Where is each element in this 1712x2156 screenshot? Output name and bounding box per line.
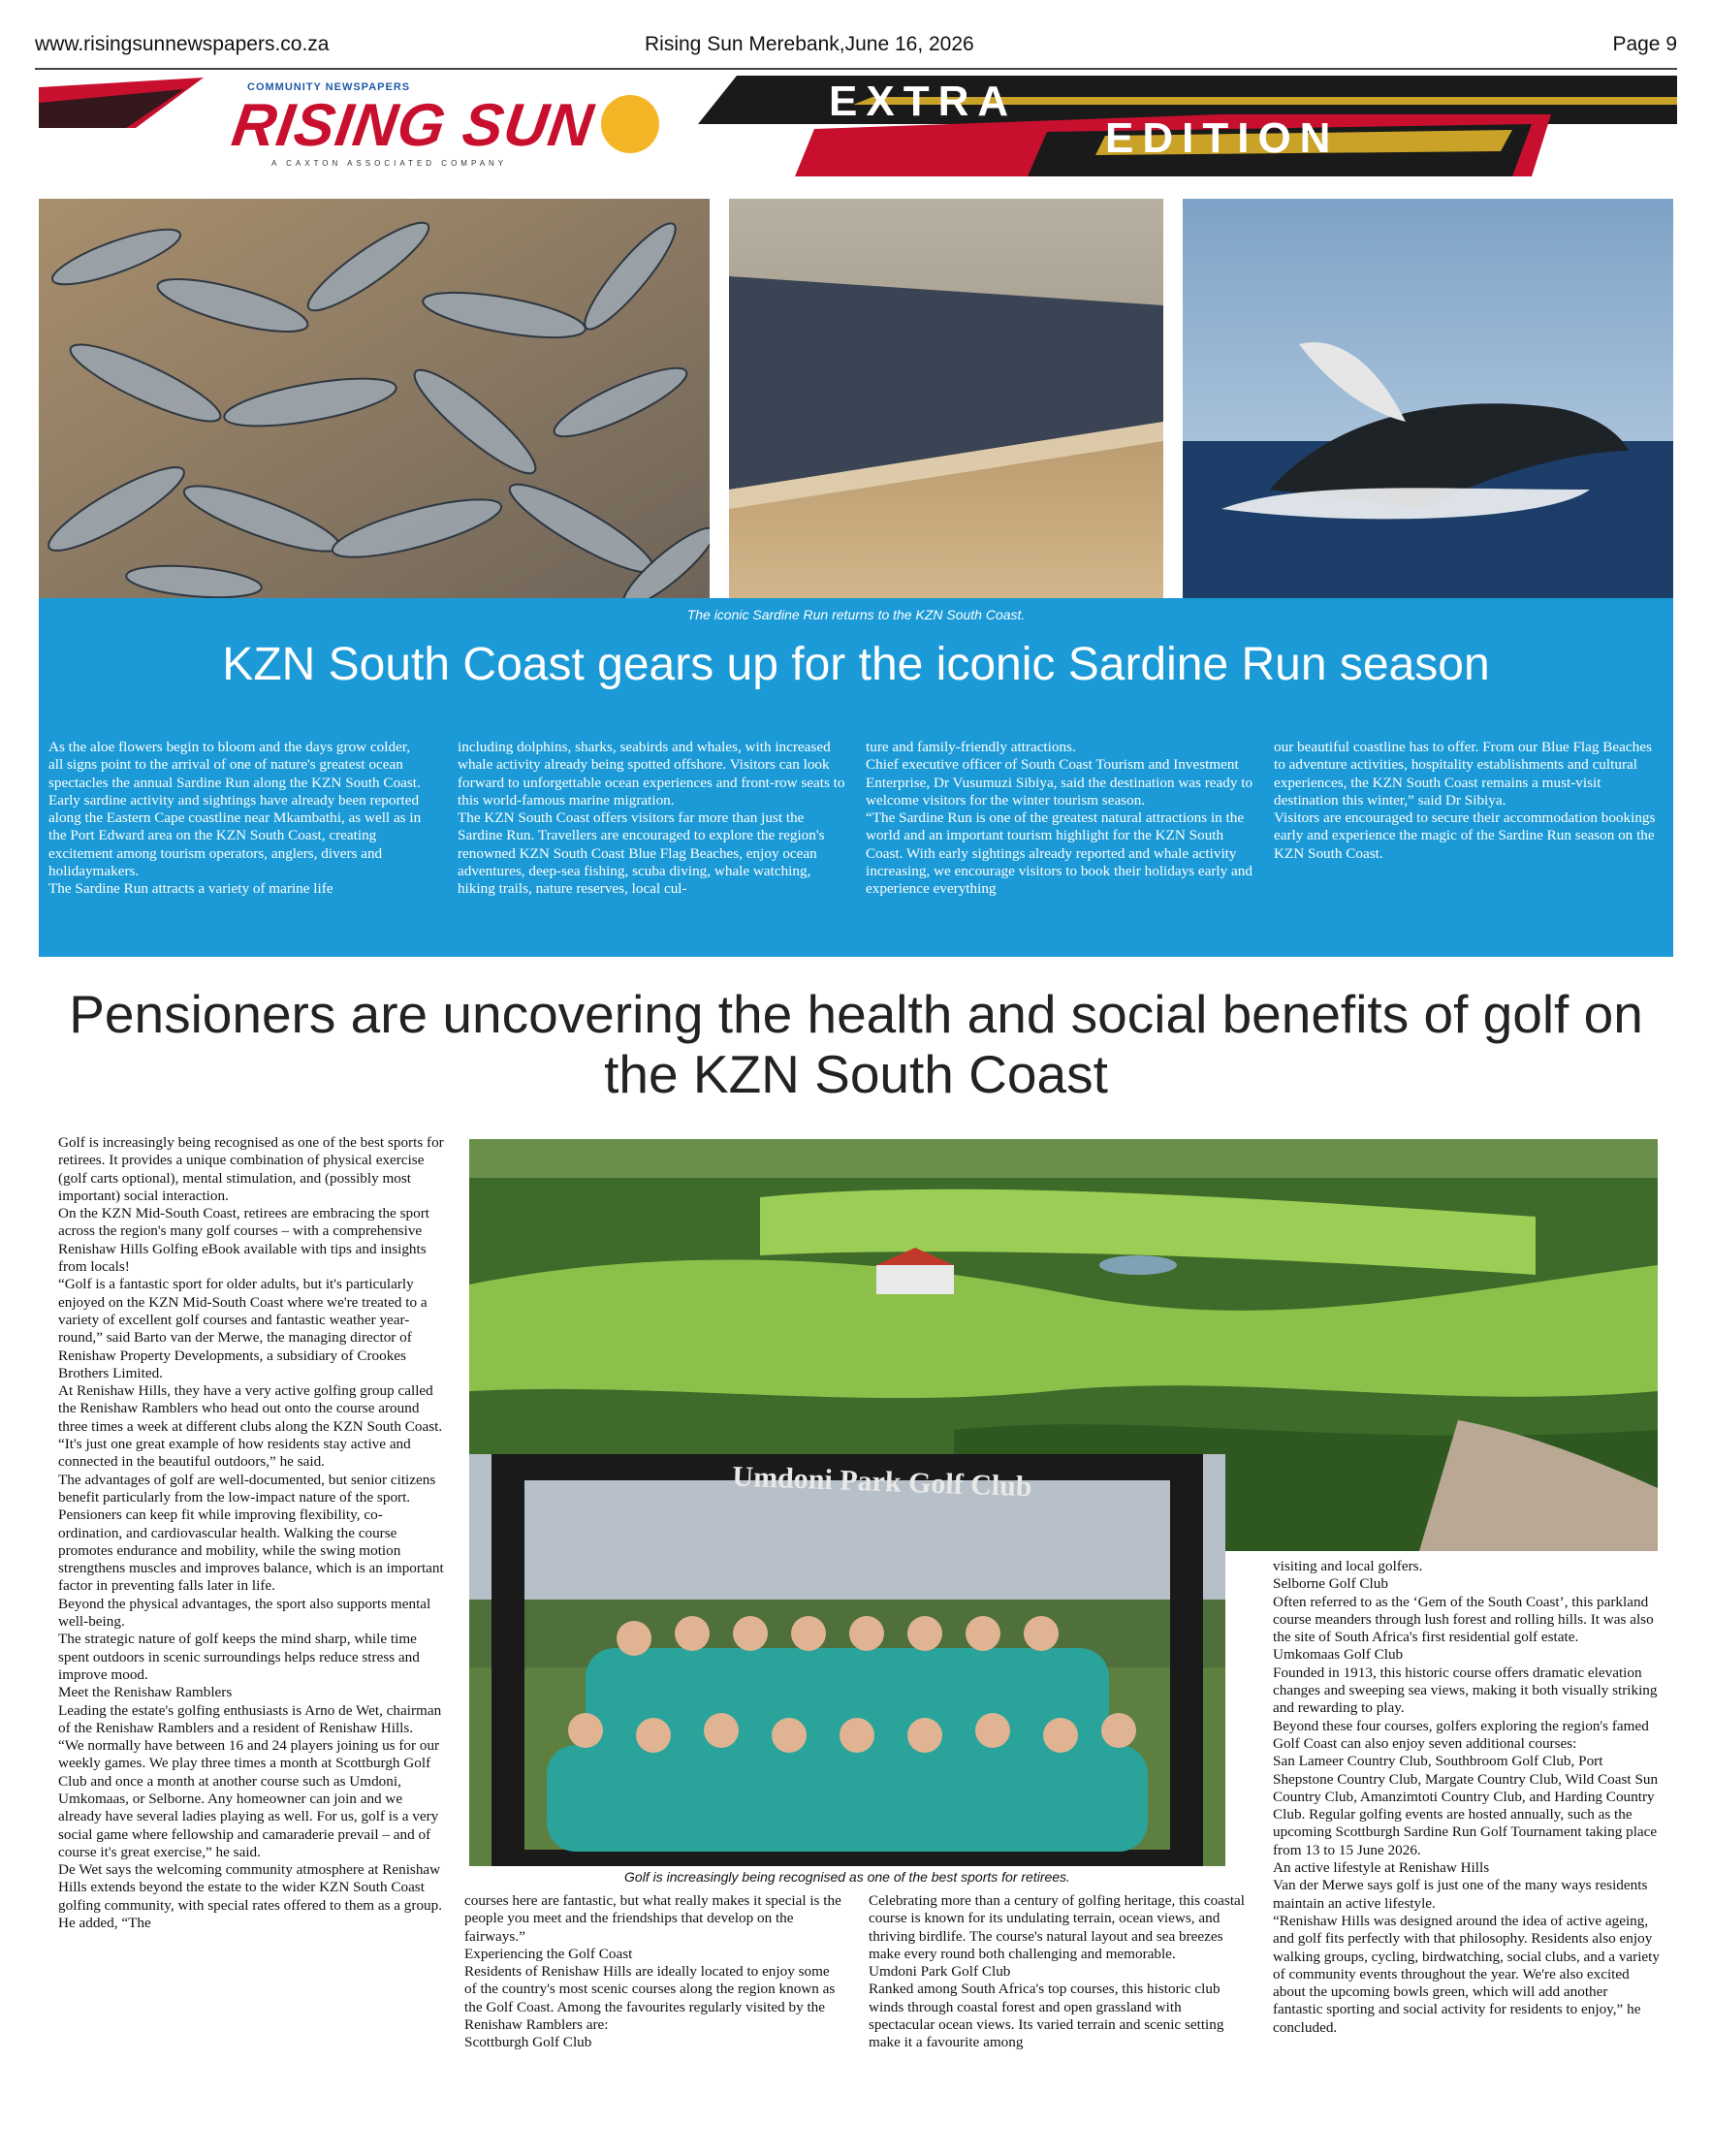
paragraph: “It's just one great example of how residents stay active and connected in the beautiful outdoors,” he said. xyxy=(58,1436,411,1471)
paragraph: Golf is increasingly being recognised as one of the best sports for retirees. It provides a unique combination of physical exercise (golf carts optional), mental stimulation, and (possibly most important) social interaction. xyxy=(58,1134,444,1204)
issue-date: Rising Sun Merebank,June 16, 2026 xyxy=(645,33,974,55)
paragraph: Founded in 1913, this historic course offers dramatic elevation changes and sweeping sea views, making it both visually striking and rewarding to play. xyxy=(1273,1664,1658,1717)
paragraph: “The Sardine Run is one of the greatest natural attractions in the world and an important tourism highlight for the KZN South Coast. With early sightings already reported and whale activity increasing, we encourage visitors to book their holidays early and experience everything xyxy=(866,809,1252,898)
subheading: Experiencing the Golf Coast xyxy=(464,1945,633,1962)
paragraph: Early sardine activity and sightings have already been reported along the Eastern Cape coastline near Mkambathi, as well as in the Port Edward area on the KZN South Coast, creating excitement among tourism operators, anglers, divers and holidaymakers. xyxy=(48,791,422,880)
paragraph: San Lameer Country Club, Southbroom Golf Club, Port Shepstone Country Club, Margate Country Club, Wild Coast Sun Country Club, Amanzimtoti Country Club, and Harding Country Club. Regular golfing events are hosted annually, such as the upcoming Scottburgh Sardine Run Golf Tournament taking place from 13 to 15 June 2026. xyxy=(1273,1753,1659,1858)
subheading: Umdoni Park Golf Club xyxy=(869,1963,1011,1981)
logo-company-text: A CAXTON ASSOCIATED COMPANY xyxy=(271,159,508,168)
paragraph: visiting and local golfers. xyxy=(1273,1558,1423,1574)
golf-headline: Pensioners are uncovering the health and social benefits of golf on the KZN South Coast xyxy=(69,984,1643,1104)
logo-title: RISING SUN xyxy=(228,92,598,159)
sun-icon xyxy=(582,85,679,153)
sardines-photo xyxy=(39,199,710,598)
paragraph: courses here are fantastic, but what really makes it special is the people you meet and the friendships that develop on the fairways.” xyxy=(464,1892,841,1945)
paragraph: our beautiful coastline has to offer. From our Blue Flag Beaches to adventure activities, hospitality establishments and cultural experiences, the KZN South Coast remains a must-visit destination this winter,” said Dr Sibiya. xyxy=(1274,739,1652,808)
subheading: Umkomaas Golf Club xyxy=(1273,1646,1404,1664)
golf-club-sign: Umdoni Park Golf Club xyxy=(731,1460,1033,1504)
paragraph: Ranked among South Africa's top courses, this historic club winds through coastal forest and open grassland with spectacular ocean views. Its varied terrain and scenic setting make it a favourite among xyxy=(869,1981,1224,2051)
subheading: An active lifestyle at Renishaw Hills xyxy=(1273,1859,1490,1877)
subheading: Scottburgh Golf Club xyxy=(464,2034,592,2051)
golf-photo-caption: Golf is increasingly being recognised as one of the best sports for retirees. xyxy=(624,1869,1070,1885)
extra-label: EXTRA xyxy=(829,78,1018,125)
golf-col-mid2 xyxy=(869,1892,1247,2052)
paragraph: As the aloe flowers begin to bloom and the days grow colder, all signs point to the arrival of one of nature's greatest ocean spectacles the annual Sardine Run along the KZN South Coast. xyxy=(48,739,421,791)
paragraph: Chief executive officer of South Coast Tourism and Investment Enterprise, Dr Vusumuzi Sibiya, said the destination was ready to welcome visitors for the winter tourism season. xyxy=(866,756,1253,808)
subheading: Selborne Golf Club xyxy=(1273,1575,1388,1593)
paragraph: “Renishaw Hills was designed around the idea of active ageing, and golf fits perfectly with that philosophy. Residents also enjoy walking groups, cycling, birdwatching, social clubs, and a variety of community events throughout the year. We're also excited about the upcoming bowls green, which will add another fantastic sporting and social activity for residents to enjoy,” he concluded. xyxy=(1273,1912,1660,2036)
paragraph: At Renishaw Hills, they have a very active golfing group called the Renishaw Ramblers who head out onto the course around three times a week at different clubs along the KZN South Coast. xyxy=(58,1382,443,1435)
sardine-col-3 xyxy=(866,739,1253,899)
golf-col-left xyxy=(58,1134,446,1932)
website-url[interactable]: www.risingsunnewspapers.co.za xyxy=(35,33,330,55)
paragraph: Residents of Renishaw Hills are ideally located to enjoy some of the country's most scenic courses along the region known as the Golf Coast. Among the favourites regularly visited by the Renishaw Ramblers are: xyxy=(464,1963,836,2034)
paragraph: “Golf is a fantastic sport for older adults, but it's particularly enjoyed on the KZN Mid-South Coast where we're treated to a variety of excellent golf courses and fantastic weather year-round,” said Barto van der Merwe, the managing director of Renishaw Property Developments, a subsidiary of Crookes Brothers Limited. xyxy=(58,1276,428,1381)
paragraph: Van der Merwe says golf is just one of the many ways residents maintain an active lifestyle. xyxy=(1273,1877,1648,1912)
paragraph: De Wet says the welcoming community atmosphere at Renishaw Hills extends beyond the estate to the wider KZN South Coast golfing community, with special rates offered to them as a group. He added, “The xyxy=(58,1861,443,1932)
paragraph: ture and family-friendly attractions. xyxy=(866,739,1076,755)
paragraph: including dolphins, sharks, seabirds and whales, with increased whale activity already being spotted offshore. Visitors can look forward to unforgettable ocean experiences and front-row seats to this world-famous marine migration. xyxy=(458,739,845,808)
page-number: Page 9 xyxy=(1612,33,1677,55)
sardine-photo-caption: The iconic Sardine Run returns to the KZN South Coast. xyxy=(686,607,1026,622)
paragraph: Visitors are encouraged to secure their accommodation bookings early and experience the magic of the Sardine Run season on the KZN South Coast. xyxy=(1274,809,1656,862)
paragraph: Beyond the physical advantages, the sport also supports mental well-being. xyxy=(58,1595,431,1631)
paragraph: The advantages of golf are well-documented, but senior citizens benefit particularly from the low-impact nature of the sport. Pensioners can keep fit while improving flexibility, co-ordination, and cardiovascular health. Walking the course promotes endurance and mobility, while the swing motion strengthens muscles and improves balance, which is an important factor in preventing falls later in life. xyxy=(58,1471,444,1595)
rising-sun-logo xyxy=(223,78,679,184)
logo-community-text: COMMUNITY NEWSPAPERS xyxy=(247,81,411,93)
paragraph: The KZN South Coast offers visitors far more than just the Sardine Run. Travellers are encouraged to explore the region's renowned KZN South Coast Blue Flag Beaches, enjoy ocean adventures, deep-sea fishing, scuba diving, whale watching, hiking trails, nature reserves, local cul- xyxy=(458,809,825,898)
sardine-headline: KZN South Coast gears up for the iconic Sardine Run season xyxy=(222,639,1490,690)
subheading: Meet the Renishaw Ramblers xyxy=(58,1684,233,1701)
header-rule xyxy=(35,68,1677,70)
sardine-col-1 xyxy=(48,739,427,899)
golf-col-mid xyxy=(464,1892,842,2052)
edition-label: EDITION xyxy=(1105,114,1340,162)
golf-col-right xyxy=(1273,1558,1661,2037)
golf-group-photo xyxy=(469,1454,1225,1866)
paragraph: On the KZN Mid-South Coast, retirees are embracing the sport across the region's many golf courses – with a comprehensive Renishaw Hills Golfing eBook available with tips and insights from locals! xyxy=(58,1205,429,1276)
paragraph: Leading the estate's golfing enthusiasts is Arno de Wet, chairman of the Renishaw Ramblers and a resident of Renishaw Hills. xyxy=(58,1701,442,1736)
sardine-col-4 xyxy=(1274,739,1662,863)
sardine-run-shoreline-photo xyxy=(729,199,1163,598)
paragraph: The Sardine Run attracts a variety of marine life xyxy=(48,880,333,898)
sardine-col-2 xyxy=(458,739,845,899)
paragraph: The strategic nature of golf keeps the mind sharp, while time spent outdoors in scenic surroundings helps reduce stress and improve mood. xyxy=(58,1631,420,1683)
paragraph: Beyond these four courses, golfers exploring the region's famed Golf Coast can also enjoy seven additional courses: xyxy=(1273,1717,1649,1752)
breaching-whale-photo xyxy=(1183,199,1673,598)
red-swoosh-graphic xyxy=(39,78,204,128)
paragraph: Often referred to as the ‘Gem of the South Coast’, this parkland course meanders through lush forest and rolling hills. It was also the site of South Africa's first residential golf estate. xyxy=(1273,1593,1654,1646)
paragraph: “We normally have between 16 and 24 players joining us for our weekly games. We play three times a month at Scottburgh Golf Club and once a month at another course such as Umdoni, Umkomaas, or Selborne. Any homeowner can join and we already have several ladies playing as well. For us, golf is a very social game where fellowship and camaraderie prevail – and of course it's great exercise,” he said. xyxy=(58,1737,440,1860)
paragraph: Celebrating more than a century of golfing heritage, this coastal course is known for its undulating terrain, ocean views, and thriving birdlife. The course's natural layout and sea breezes make every round both challenging and memorable. xyxy=(869,1892,1245,1962)
